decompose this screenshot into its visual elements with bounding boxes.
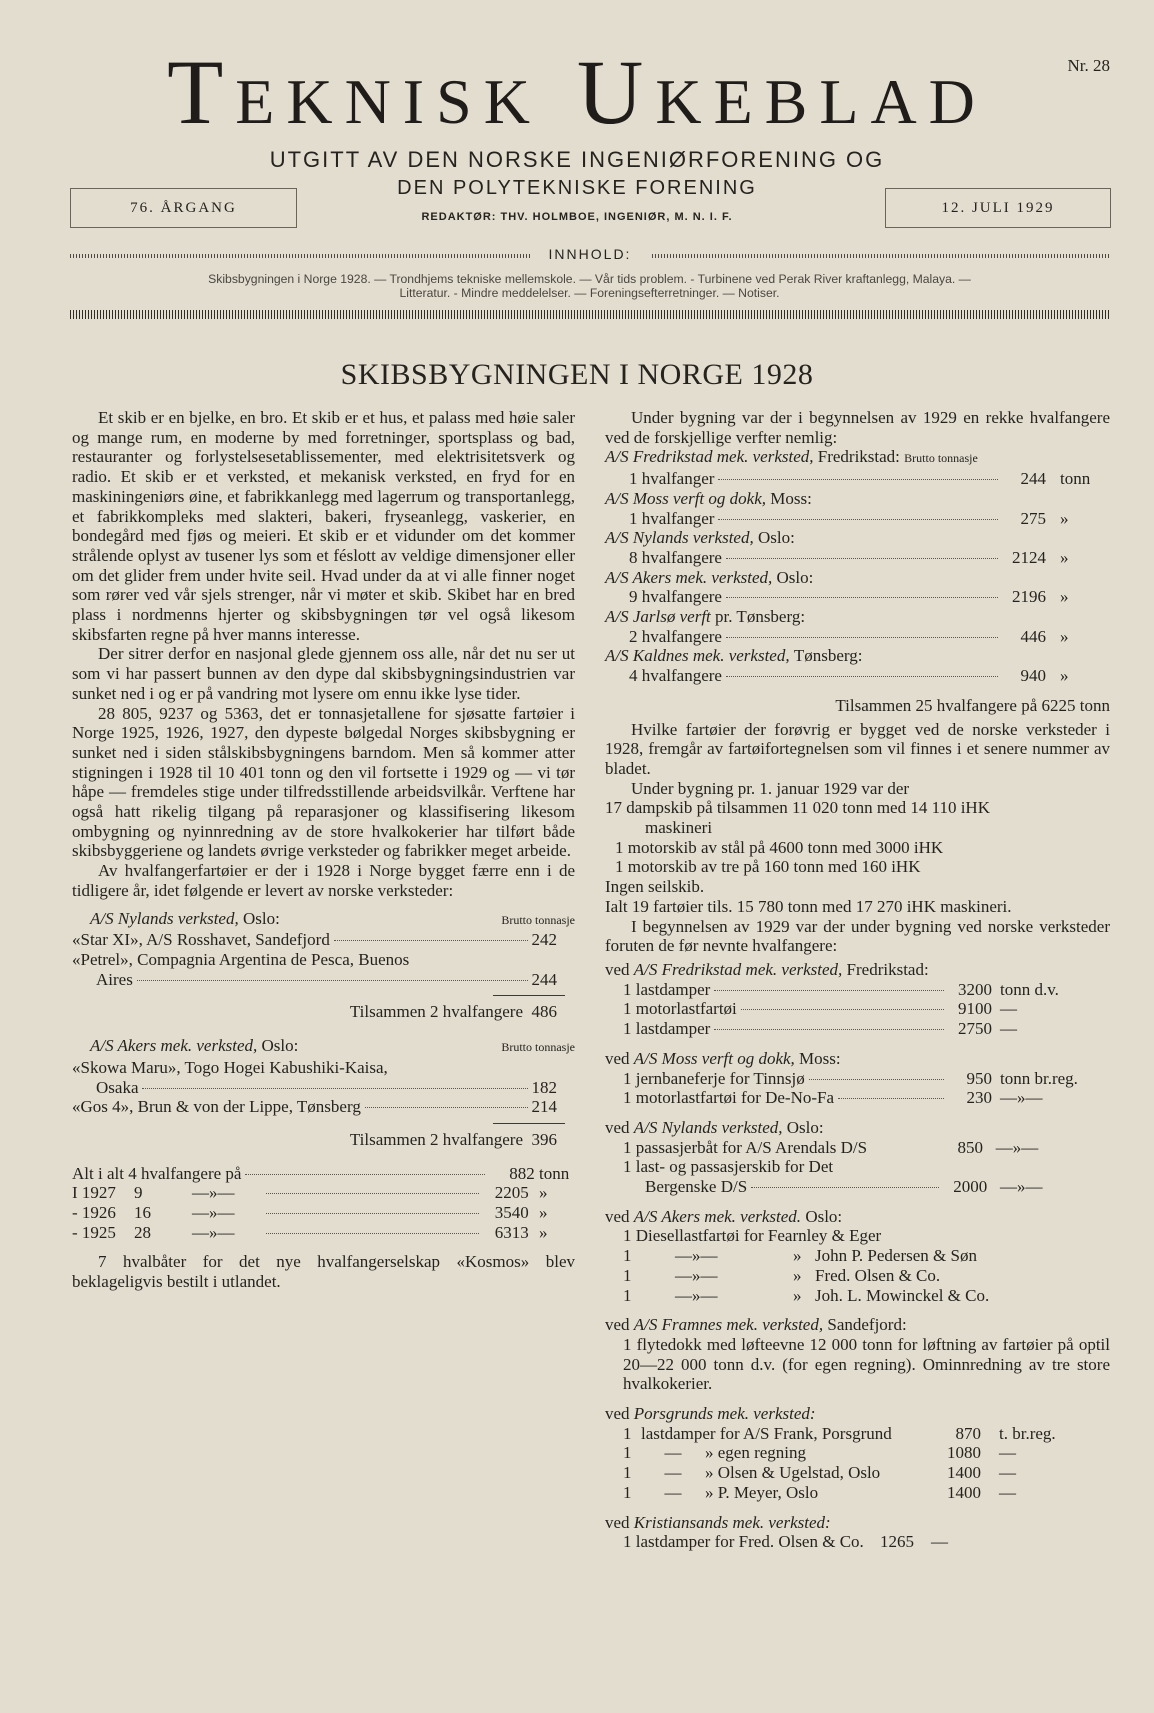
item-text: 4 hvalfangere	[629, 666, 722, 686]
yard-city: Moss:	[770, 488, 812, 508]
list-item	[605, 1069, 1110, 1089]
item-text: » P. Meyer, Oslo	[705, 1482, 819, 1502]
dot-leader	[266, 1213, 479, 1214]
item-text: 1 motorlastfartøi for De-No-Fa	[623, 1088, 835, 1108]
summary-year: - 1926	[72, 1203, 116, 1223]
item-value: 850	[957, 1137, 983, 1157]
item-text: 2 hvalfangere	[629, 626, 722, 646]
yard-name: A/S Nylands verksted,	[605, 528, 754, 548]
masthead-title: Teknisk Ukeblad	[167, 41, 987, 143]
yard-heading	[72, 1036, 575, 1058]
list-item	[72, 930, 575, 950]
item-count: 1	[623, 1443, 632, 1463]
prefix: ved	[605, 1117, 630, 1137]
summary-year: I 1927	[72, 1183, 116, 1203]
yard-heading	[605, 646, 1110, 666]
yard-city: Oslo:	[776, 567, 814, 587]
dot-leader	[741, 1009, 944, 1010]
item-unit: »	[1060, 587, 1069, 607]
prefix: ved	[605, 1206, 630, 1226]
summary-row	[72, 1183, 575, 1203]
summary-table	[72, 1183, 575, 1242]
item-unit: —	[931, 1532, 949, 1552]
item-ditto: —»—	[675, 1285, 718, 1305]
item-text: 9 hvalfangere	[629, 587, 722, 607]
yard-list	[605, 1424, 1110, 1503]
yard-name: A/S Akers mek. verksted,	[605, 567, 773, 587]
summary-ditto: —»—	[192, 1203, 235, 1223]
yard-heading	[605, 568, 1110, 588]
yard-city: Oslo:	[261, 1036, 299, 1056]
list-item	[605, 1088, 1110, 1108]
item-value: 3200	[958, 979, 992, 999]
date-label: 12. JULI 1929	[941, 199, 1055, 216]
summary-count: 28	[134, 1222, 151, 1242]
yard-city: Moss:	[799, 1048, 841, 1068]
item-value: 1080	[947, 1443, 981, 1463]
dot-leader	[714, 990, 944, 991]
list-item	[72, 1078, 575, 1098]
yard-city: Fredrikstad:	[846, 959, 929, 979]
item-unit: »	[1060, 508, 1069, 528]
prefix: ved	[605, 959, 630, 979]
summary-row	[72, 1164, 575, 1184]
list-item	[605, 548, 1110, 568]
total-row	[605, 696, 1110, 716]
item-text: lastdamper for A/S Frank, Porsgrund	[641, 1423, 892, 1443]
item-unit: »	[1060, 666, 1069, 686]
item-ditto: —»—	[675, 1246, 718, 1266]
total-label: Tilsammen 2 hvalfangere	[349, 1002, 523, 1022]
yard-city: Oslo:	[757, 528, 795, 548]
yard-heading	[72, 909, 575, 931]
item-text: » egen regning	[705, 1443, 807, 1463]
list-item: 1 motorskib av stål på 4600 tonn med 3000 iHK	[615, 837, 944, 857]
item-value: 9100	[958, 999, 992, 1019]
item-text: 1 lastdamper	[623, 979, 711, 999]
summary-row	[72, 1203, 575, 1223]
yard-heading	[605, 1404, 1110, 1424]
item-unit: —	[1000, 999, 1017, 1019]
item-ditto: —	[664, 1463, 682, 1483]
item-text: Bergenske D/S	[645, 1177, 748, 1197]
item-text: «Skowa Maru», Togo Hogei Kabushiki-Kaisa,	[72, 1057, 388, 1077]
dot-leader	[726, 558, 998, 559]
list-item: 1 Diesellastfartøi for Fearnley & Eger	[623, 1226, 882, 1246]
item-text: 1 hvalfanger	[629, 508, 715, 528]
column-header: Brutto tonnasje	[501, 1040, 575, 1055]
summary-count: 16	[134, 1203, 151, 1223]
item-unit: —	[999, 1443, 1016, 1463]
dot-leader	[718, 479, 998, 480]
summary-count: 9	[134, 1183, 143, 1203]
list-item	[605, 469, 1110, 489]
prefix: ved	[605, 1315, 630, 1335]
list-item	[605, 1177, 1110, 1197]
item-text: John P. Pedersen & Søn	[815, 1246, 977, 1266]
total-value: 396	[531, 1129, 557, 1149]
item-unit: »	[1060, 626, 1069, 646]
item-text: «Gos 4», Brun & von der Lippe, Tønsberg	[72, 1097, 361, 1117]
item-count: 1	[623, 1423, 632, 1443]
yard-city: pr. Tønsberg:	[715, 607, 806, 627]
item-value: 446	[1020, 626, 1046, 646]
summary-year: - 1925	[72, 1222, 116, 1242]
item-ditto-mark: »	[793, 1265, 802, 1285]
paragraph: 28 805, 9237 og 5363, det er tonnasjetallene for sjøsatte fartøier i Norge 1925, 1926, 1927, den dypeste bølgedal Norges skibsbygning er sunket ned i siden stålskibsbygningens barndom. Men så kommer atter stigningen i 1928 til 10 401 tonn og den vil fortsette i 1929 og — vi tør håpe — fremdeles stige under tilfredsstillende arbeidsvilkår. Verftene har også hatt rikelig tilgang på reparasjoner og klassifisering likesom ombygning og nyinnredning av de store hvalkokerier har tilført både skibsbyggeriene og landets øvrige verksteder og fabrikker meget arbeide.	[72, 703, 575, 861]
item-text: Joh. L. Mowinckel & Co.	[815, 1285, 990, 1305]
item-value: 182	[531, 1077, 557, 1097]
item-value: 1265	[880, 1532, 915, 1552]
yard-name: A/S Moss verft og dokk,	[633, 1048, 795, 1068]
yard-name: A/S Akers mek. verksted.	[633, 1206, 802, 1226]
yard-heading	[605, 1049, 1110, 1069]
list-item	[605, 1483, 1110, 1503]
summary-value: 3540	[494, 1203, 529, 1223]
item-value: 244	[531, 969, 557, 989]
summary-unit: »	[539, 1203, 548, 1223]
list-item	[605, 627, 1110, 647]
item-unit: —	[999, 1463, 1016, 1483]
yard-name: A/S Nylands verksted,	[633, 1117, 783, 1137]
paragraph: Hvilke fartøier der forøvrig er bygget ved de norske verksteder i 1928, fremgår av fartøifortegnelsen som vil finnes i et senere nummer av bladet.	[605, 719, 1110, 778]
paragraph: Et skib er en bjelke, en bro. Et skib er et hus, et palass med høie saler og mange rum, en moderne by med forretninger, sportsplass og bad, restauranter og forlystelsesetablissementer, med elektrisitetsverk og radio. Et skib er et verksted, et mekanisk verksted, en fryd for en maskiningeniørs øine, et fabrikkanlegg med lagerrum og transportanlegg, et fabrikkompleks med slakteri, bakeri, fryseanlegg, vaskerier, en bondegård med fjøs og meieri. Et skib er et vidunder om det kommer strålende oplyst av tusener lys som et féslott av veldige dimensjoner eller om det glider frem under hvite seil. Hvad under da at vi alle finner noget som rører ved vår sjels strenger, når vi møter et skib. Skibet har en bred plass i nordmenns hjerter og skibsbygningen tør vel også likesom skibsfarten regne på hver manns interesse.	[72, 408, 575, 644]
yard-name: Kristiansands mek. verksted:	[633, 1512, 831, 1532]
item-value: 230	[966, 1088, 992, 1108]
item-value: 870	[955, 1423, 981, 1443]
dot-leader	[726, 637, 998, 638]
list-item	[605, 509, 1110, 529]
yard-city: Sandefjord:	[827, 1315, 907, 1335]
summary-label: Alt i alt 4 hvalfangere på	[72, 1163, 242, 1183]
item-text: 1 passasjerbåt for A/S Arendals D/S	[623, 1137, 868, 1157]
item-count: 1	[623, 1285, 632, 1305]
divider	[493, 1123, 565, 1124]
list-item	[605, 1532, 1110, 1552]
yard-name: A/S Kaldnes mek. verksted,	[605, 646, 790, 666]
list-item	[605, 980, 1110, 1000]
toc-rule-left	[70, 254, 532, 258]
yard-name: A/S Akers mek. verksted,	[90, 1036, 258, 1056]
item-text: 1 hvalfanger	[629, 469, 715, 489]
item-unit: tonn	[1060, 469, 1091, 489]
total-row	[72, 1130, 575, 1150]
item-unit: t. br.reg.	[999, 1423, 1056, 1443]
prefix: ved	[605, 1512, 630, 1532]
dot-leader	[838, 1098, 944, 1099]
summary-value: 882	[509, 1163, 535, 1183]
toc-line-1: Skibsbygningen i Norge 1928. — Trondhjems tekniske mellemskole. — Vår tids problem. - Turbinene ved Perak River kraftanlegg, Malaya. —	[208, 272, 971, 286]
list-item	[605, 1266, 1110, 1286]
item-text: «Star XI», A/S Rosshavet, Sandefjord	[72, 930, 330, 950]
toc-heading: INNHOLD:	[548, 246, 632, 262]
yard-city: Oslo:	[805, 1206, 843, 1226]
item-ditto-mark: »	[793, 1285, 802, 1305]
yard-city: Oslo:	[786, 1117, 824, 1137]
yard-name: A/S Fredrikstad mek. verksted,	[633, 959, 843, 979]
list-item	[605, 1463, 1110, 1483]
dot-leader	[726, 597, 998, 598]
item-unit: —»—	[1000, 1177, 1043, 1197]
item-value: 2124	[1012, 547, 1046, 567]
summary-row	[72, 1223, 575, 1243]
yard-name: A/S Nylands verksted,	[90, 908, 239, 928]
yard-name: Porsgrunds mek. verksted:	[633, 1404, 816, 1424]
total-value: 486	[531, 1002, 557, 1022]
item-text: «Petrel», Compagnia Argentina de Pesca, Buenos	[72, 949, 410, 969]
divider	[493, 995, 565, 996]
yard-list	[605, 1069, 1110, 1108]
item-value: 950	[966, 1068, 992, 1088]
item-value: 244	[1020, 469, 1046, 489]
yard-heading	[605, 1513, 1110, 1533]
item-ditto: —»—	[675, 1265, 718, 1285]
volume-box	[70, 188, 297, 228]
list-item	[605, 666, 1110, 686]
summary-unit: »	[539, 1183, 548, 1203]
item-text: 1 jernbaneferje for Tinnsjø	[623, 1068, 805, 1088]
column-header: Brutto tonnasje	[904, 451, 978, 466]
dot-leader	[266, 1193, 479, 1194]
item-ditto-mark: »	[793, 1246, 802, 1266]
item-unit: »	[1060, 547, 1069, 567]
issue-number: Nr. 28	[1067, 56, 1110, 75]
item-unit: —	[1000, 1019, 1017, 1039]
paragraph: Under bygning var der i begynnelsen av 1929 en rekke hvalfangere ved de forskjellige verfter nemlig:	[605, 408, 1110, 447]
yard-heading	[605, 489, 1110, 509]
yard-name: A/S Moss verft og dokk,	[605, 488, 766, 508]
total-line: Tilsammen 25 hvalfangere på 6225 tonn	[835, 695, 1110, 715]
item-text: 1 lastdamper	[623, 1019, 711, 1039]
item-count: 1	[623, 1246, 632, 1266]
date-box	[885, 188, 1111, 228]
item-text: Fred. Olsen & Co.	[815, 1265, 941, 1285]
list-item	[605, 1424, 1110, 1444]
yard-heading	[605, 528, 1110, 548]
dot-leader	[718, 519, 998, 520]
list-item: Ingen seilskib.	[605, 877, 705, 897]
item-value: 1400	[947, 1482, 981, 1502]
list-item: Ialt 19 fartøier tils. 15 780 tonn med 17 270 iHK maskineri.	[605, 896, 1012, 916]
item-value: 2750	[958, 1019, 992, 1039]
column-header: Brutto tonnasje	[501, 912, 575, 927]
item-text: Aires	[96, 969, 133, 989]
item-value: 275	[1020, 508, 1046, 528]
list-item	[605, 1443, 1110, 1463]
yard-name: A/S Jarlsø verft	[605, 607, 711, 627]
prefix: ved	[605, 1048, 630, 1068]
yard-list	[605, 980, 1110, 1039]
toc-rule-right	[652, 254, 1109, 258]
toc-items	[70, 272, 1109, 300]
yard-name: A/S Fredrikstad mek. verksted,	[605, 447, 814, 467]
item-unit: tonn br.reg.	[1000, 1068, 1078, 1088]
yard-list	[605, 1246, 1110, 1305]
item-unit: —»—	[995, 1137, 1039, 1157]
item-text: 1 lastdamper for Fred. Olsen & Co.	[623, 1532, 864, 1552]
summary-value: 2205	[494, 1183, 529, 1203]
summary-value: 6313	[494, 1222, 529, 1242]
toc-line-2: Litteratur. - Mindre meddelelser. — Foreningsefterretninger. — Notiser.	[399, 286, 780, 300]
volume-label: 76. ÅRGANG	[130, 199, 237, 216]
whaler-list	[605, 447, 1110, 685]
list-item: 1 motorskib av tre på 160 tonn med 160 iHK	[615, 857, 921, 877]
item-value: 940	[1020, 666, 1046, 686]
yard-city: Oslo:	[242, 908, 280, 928]
summary-ditto: —»—	[192, 1183, 235, 1203]
list-item	[605, 587, 1110, 607]
list-item: 1 flytedokk med løfteevne 12 000 tonn for løftning av fartøier på optil 20—22 000 tonn d.v. (for egen regning). Ominnredning av tre store hvalkokerier.	[623, 1334, 1110, 1394]
item-unit: tonn d.v.	[1000, 979, 1059, 999]
list-item	[605, 1286, 1110, 1306]
paragraph: I begynnelsen av 1929 var der under bygning ved norske verksteder foruten de før nevnte hvalfangere:	[605, 916, 1110, 956]
summary-unit: »	[539, 1222, 548, 1242]
list-item: maskineri	[645, 818, 713, 838]
item-text: 1 last- og passasjerskib for Det	[623, 1157, 834, 1177]
left-column	[72, 408, 575, 1292]
paragraph: Der sitrer derfor en nasjonal glede gjennem oss alle, når det nu ser ut som vi har passert bunnen av den dype dal skibsbygningsindustrien var sunket ned i og er på vandring mot lysere om ennu ikke lyse tider.	[72, 644, 575, 703]
summary-unit: tonn	[539, 1163, 570, 1183]
dot-leader	[809, 1079, 944, 1080]
dot-leader	[714, 1029, 944, 1030]
yard-heading	[605, 1315, 1110, 1335]
item-unit: —	[999, 1482, 1016, 1502]
item-ditto: —	[664, 1482, 682, 1502]
item-value: 2000	[953, 1177, 988, 1197]
publisher-line-1: UTGITT AV DEN NORSKE INGENIØRFORENING OG	[269, 147, 885, 172]
item-text: Osaka	[96, 1077, 139, 1097]
item-text: 8 hvalfangere	[629, 547, 722, 567]
right-column	[605, 408, 1110, 1552]
list-item: 17 dampskib på tilsammen 11 020 tonn med 14 110 iHK	[605, 798, 990, 818]
dot-leader	[266, 1233, 479, 1234]
list-item	[605, 1138, 1110, 1158]
paragraph: Av hvalfangerfartøier er der i 1928 i Norge bygget færre enn i de tidligere år, idet følgende er levert av norske verksteder:	[72, 861, 575, 900]
yard-heading	[605, 960, 1110, 980]
list-item	[605, 1019, 1110, 1039]
paragraph: Under bygning pr. 1. januar 1929 var der	[631, 778, 910, 798]
item-value: 214	[531, 1097, 557, 1117]
total-row	[72, 1002, 575, 1022]
list-item	[605, 999, 1110, 1019]
editor-line: REDAKTØR: THV. HOLMBOE, INGENIØR, M. N. I. F.	[421, 211, 733, 223]
prefix: ved	[605, 1404, 630, 1424]
summary-ditto: —»—	[192, 1222, 235, 1242]
item-ditto: —	[664, 1443, 682, 1463]
yard-heading	[605, 607, 1110, 627]
total-label: Tilsammen 2 hvalfangere	[349, 1129, 523, 1149]
yard-name: A/S Framnes mek. verksted,	[633, 1315, 824, 1335]
publisher-line-2: DEN POLYTEKNISKE FORENING	[397, 177, 757, 199]
list-item	[72, 970, 575, 990]
item-value: 2196	[1012, 587, 1046, 607]
item-value: 242	[531, 930, 557, 950]
item-count: 1	[623, 1463, 632, 1483]
item-count: 1	[623, 1482, 632, 1502]
yard-city: Tønsberg:	[793, 646, 863, 666]
item-text: 1 motorlastfartøi	[623, 999, 737, 1019]
item-text: » Olsen & Ugelstad, Oslo	[705, 1463, 881, 1483]
yard-heading	[605, 447, 1110, 469]
yard-heading	[605, 1118, 1110, 1138]
item-count: 1	[623, 1265, 632, 1285]
list-item	[605, 1246, 1110, 1266]
list-item	[72, 1097, 575, 1117]
dot-leader	[726, 676, 998, 677]
article-title: SKIBSBYGNINGEN I NORGE 1928	[340, 358, 814, 391]
paragraph: 7 hvalbåter for det nye hvalfangerselskap «Kosmos» blev beklageligvis bestilt i utlandet.	[72, 1252, 575, 1292]
item-unit: —»—	[1000, 1088, 1043, 1108]
yard-city: Fredrikstad:	[817, 447, 900, 467]
item-value: 1400	[947, 1463, 981, 1483]
yard-heading	[605, 1207, 1110, 1227]
header-rule	[70, 310, 1109, 319]
